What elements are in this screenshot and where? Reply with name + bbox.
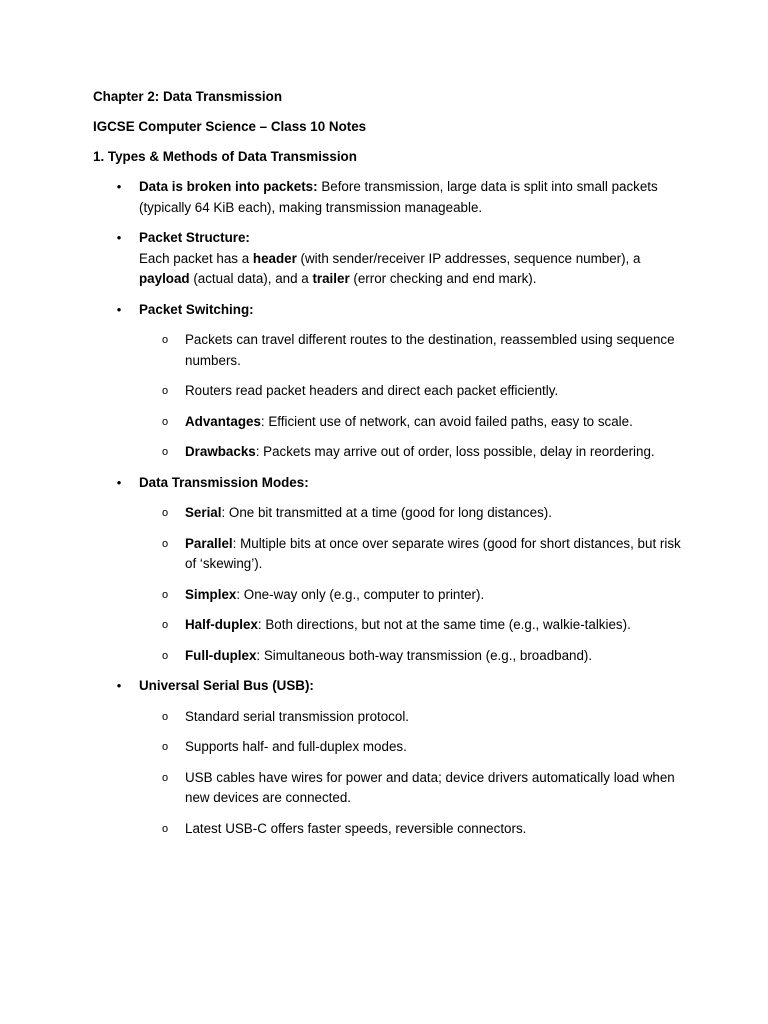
- sub-item-text: : Simultaneous both-way transmission (e.g., broadband).: [256, 647, 593, 663]
- sub-bullet-icon: o: [161, 741, 169, 753]
- sub-item-text: : Multiple bits at once over separate wires (good for short distances, but risk of ‘skewing’).: [185, 535, 681, 571]
- term-payload: payload: [139, 271, 190, 286]
- sub-list-item: [139, 330, 693, 371]
- sub-item-text: Packets can travel different routes to the destination, reassembled using sequence numbers.: [185, 332, 675, 368]
- sub-bullet-icon: o: [161, 822, 169, 835]
- term-trailer: trailer: [312, 271, 350, 286]
- main-bullet-list: [93, 177, 693, 839]
- item-label: Packet Structure:: [139, 230, 250, 245]
- sub-item-label: Half-duplex: [185, 617, 258, 632]
- sub-item-text: Standard serial transmission protocol.: [185, 708, 410, 724]
- list-item-packets: [93, 177, 693, 218]
- text-run: (with sender/receiver IP addresses, sequence number), a: [296, 250, 641, 266]
- sub-item-text: : Efficient use of network, can avoid failed paths, easy to scale.: [260, 413, 633, 429]
- sub-bullet-icon: o: [161, 710, 169, 723]
- bullet-icon: •: [116, 301, 122, 317]
- item-text: [139, 251, 640, 287]
- sub-list-item: [139, 381, 693, 402]
- item-text: Before transmission, large data is split into small packets (typically 64 KiB each), making transmission manageable.: [139, 179, 658, 215]
- list-item-transmission-modes: [93, 473, 693, 667]
- bullet-icon: •: [116, 474, 122, 490]
- sub-bullet-icon: o: [161, 385, 169, 397]
- text-run: Each packet has a: [139, 250, 253, 266]
- sub-item-label: Parallel: [185, 535, 233, 551]
- sub-item-label: Advantages: [185, 413, 261, 429]
- sub-bullet-list: [139, 707, 693, 840]
- sub-bullet-icon: o: [161, 619, 169, 631]
- sub-list-item: [139, 442, 693, 463]
- sub-item-text: : Both directions, but not at the same time (e.g., walkie-talkies).: [257, 617, 631, 632]
- sub-list-item: [139, 585, 693, 606]
- term-header: header: [252, 250, 297, 266]
- sub-item-label: Simplex: [185, 586, 237, 602]
- text-run: (error checking and end mark).: [349, 271, 537, 286]
- sub-bullet-list: [139, 503, 693, 666]
- sub-bullet-icon: o: [161, 507, 169, 519]
- sub-list-item: [139, 412, 693, 433]
- bullet-icon: •: [116, 179, 122, 194]
- sub-item-text: Latest USB-C offers faster speeds, reversible connectors.: [185, 820, 527, 836]
- sub-list-item: [139, 503, 693, 524]
- list-item-usb: [93, 676, 693, 839]
- sub-item-text: Supports half- and full-duplex modes.: [185, 739, 407, 754]
- sub-item-text: : Packets may arrive out of order, loss possible, delay in reordering.: [255, 444, 655, 459]
- notes-subtitle: IGCSE Computer Science – Class 10 Notes: [93, 119, 367, 134]
- sub-item-text: : One bit transmitted at a time (good for long distances).: [221, 505, 552, 520]
- section-title: 1. Types & Methods of Data Transmission: [93, 149, 357, 164]
- sub-bullet-icon: o: [161, 771, 169, 784]
- sub-bullet-icon: o: [161, 446, 169, 458]
- sub-bullet-icon: o: [161, 588, 169, 601]
- list-item-packet-structure: [93, 228, 693, 290]
- sub-list-item: [139, 707, 693, 728]
- sub-item-text: : One-way only (e.g., computer to printer).: [236, 586, 485, 602]
- item-label: Universal Serial Bus (USB):: [139, 678, 314, 693]
- sub-list-item: [139, 768, 693, 809]
- bullet-icon: •: [116, 678, 122, 693]
- sub-item-text: USB cables have wires for power and data; device drivers automatically load when new devices are connected.: [185, 769, 675, 805]
- item-label: Packet Switching:: [139, 301, 254, 317]
- sub-list-item: [139, 646, 693, 667]
- chapter-title: Chapter 2: Data Transmission: [93, 89, 283, 104]
- sub-bullet-icon: o: [161, 537, 169, 550]
- sub-list-item: [139, 819, 693, 840]
- bullet-icon: •: [116, 230, 122, 245]
- item-label: Data is broken into packets:: [139, 179, 318, 194]
- document-content: [93, 87, 693, 849]
- list-item-packet-switching: [93, 300, 693, 463]
- sub-list-item: [139, 615, 693, 636]
- text-run: (actual data), and a: [189, 271, 313, 286]
- sub-bullet-icon: o: [161, 415, 169, 428]
- item-label: Data Transmission Modes:: [139, 474, 309, 490]
- sub-list-item: [139, 534, 693, 575]
- sub-item-label: Serial: [185, 505, 222, 520]
- sub-item-label: Full-duplex: [185, 647, 257, 663]
- sub-bullet-icon: o: [161, 334, 169, 346]
- sub-item-text: Routers read packet headers and direct each packet efficiently.: [185, 383, 559, 398]
- sub-bullet-icon: o: [161, 649, 169, 662]
- sub-bullet-list: [139, 330, 693, 463]
- sub-item-label: Drawbacks: [185, 444, 256, 459]
- sub-list-item: [139, 737, 693, 758]
